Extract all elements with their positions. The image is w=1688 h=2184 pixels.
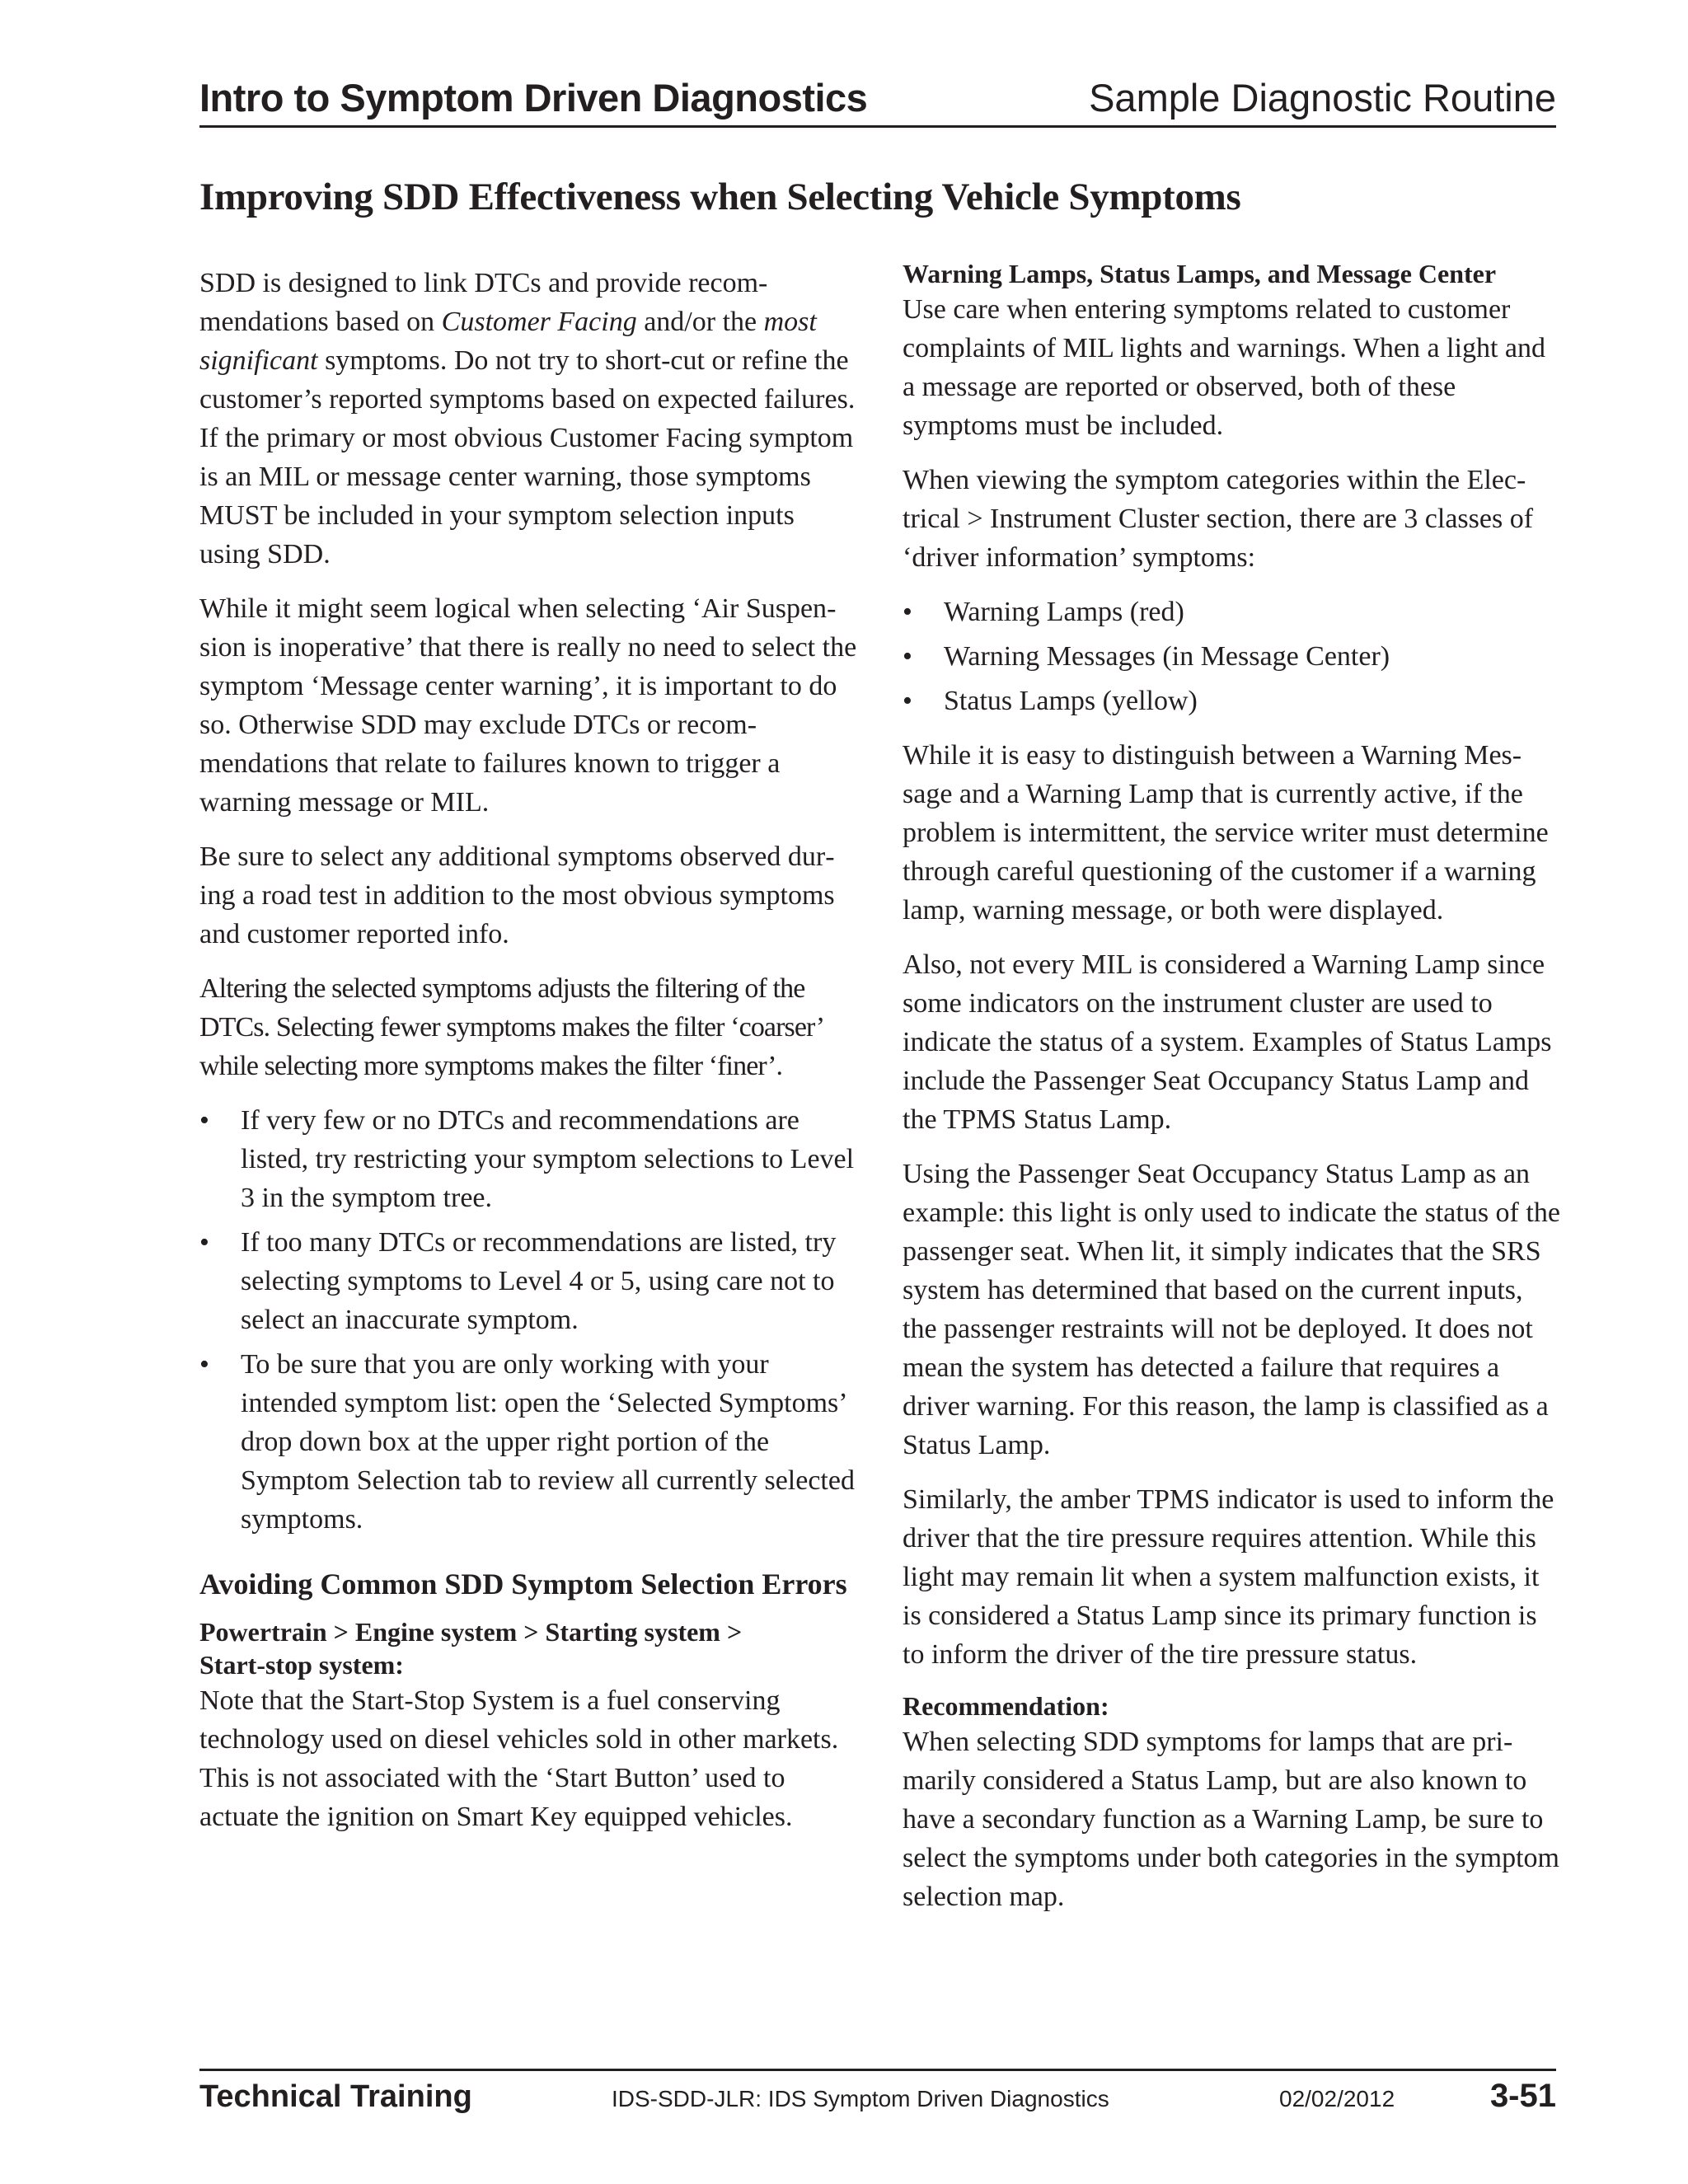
list-item: • If too many DTCs or recommendations are listed, try selecting symptoms to Level 4 or 5, using care not to select an inaccurate symptom. (199, 1223, 859, 1339)
right-paragraph-6: Similarly, the amber TPMS indicator is used to inform the driver that the tire pressure requires attention. While this light may remain lit when a system malfunction exists, it is considered a Status Lamp since its primary function is to inform the driver of the tire pressure status. (903, 1484, 1554, 1670)
list-item: • Warning Lamps (red) (903, 593, 1562, 631)
right-paragraph-7: When selecting SDD symptoms for lamps that are primarily considered a Status Lamp, but are also known to have a secondary function as a Warning Lamp, be sure to select the symptoms under both categories in the symptom selection map. (903, 1727, 1559, 1912)
bullet-icon: • (903, 686, 912, 716)
right-paragraph-4: Also, not every MIL is considered a Warning Lamp since some indicators on the instrument cluster are used to indicate the status of a system. Examples of Status Lamps include the Passenger Seat Occupancy Status Lamp and the TPMS Status Lamp. (903, 949, 1552, 1135)
page-number: 3-51 (1489, 2078, 1556, 2114)
header-section-title: Sample Diagnostic Routine (1089, 76, 1556, 120)
right-paragraph-1: Use care when entering symptoms related to customer complaints of MIL lights and warnings. When a light and a message are reported or observed, both of these symptoms must be included. (903, 294, 1545, 441)
lamps-heading: Warning Lamps, Status Lamps, and Message Center (903, 259, 1497, 288)
left-paragraph-1: SDD is designed to link DTCs and provide recommendations based on Customer Facing and/or the most significant symptoms. Do not try to short-cut or refine the customer’s reported symptoms based on expected failures. If the primary or most obvious Customer Facing symptom is an MIL or message center warning, those symptoms MUST be included in your symptom selection inputs using SDD. (199, 268, 856, 569)
left-paragraph-4: Altering the selected symptoms adjusts the filtering of the DTCs. Selecting fewer symptoms makes the filter ‘coarser’ while selecting more symptoms makes the filter ‘finer’. (199, 973, 823, 1081)
page-title: Improving SDD Effectiveness when Selecting Vehicle Symptoms (199, 176, 1241, 218)
bullet-icon: • (199, 1227, 209, 1258)
header-chapter-title: Intro to Symptom Driven Diagnostics (199, 76, 868, 120)
bullet-icon: • (903, 597, 912, 627)
emphasis-most-significant: most significant (199, 307, 817, 376)
right-paragraph-2: When viewing the symptom categories within the Electrical > Instrument Cluster section, there are 3 classes of ‘driver information’ symptoms: (903, 465, 1534, 573)
footer-date: 02/02/2012 (1279, 2086, 1395, 2111)
page-header (199, 73, 1556, 128)
bullet-icon: • (199, 1105, 209, 1136)
right-bullet-list (903, 593, 1562, 720)
list-item: • Status Lamps (yellow) (903, 682, 1562, 720)
bullet-icon: • (903, 641, 912, 672)
recommendation-heading: Recommendation: (903, 1691, 1109, 1721)
right-paragraph-5: Using the Passenger Seat Occupancy Status Lamp as an example: this light is only used to indicate the status of the passenger seat. When lit, it simply indicates that the SRS system has determined that based on the current inputs, the passenger restraints will not be deployed. It does not mean the system has detected a failure that requires a driver warning. For this reason, the lamp is classified as a Status Lamp. (903, 1159, 1560, 1460)
bullet-icon: • (199, 1349, 209, 1380)
list-item: • To be sure that you are only working with your intended symptom list: open the ‘Selected Symptoms’ drop down box at the upper right portion of the Symptom Selection tab to review all currently selected symptoms. (199, 1345, 859, 1539)
right-paragraph-3: While it is easy to distinguish between a Warning Message and a Warning Lamp that is currently active, if the problem is intermittent, the service writer must determine through careful questioning of the customer if a warning lamp, warning message, or both were displayed. (903, 740, 1549, 926)
footer-course: IDS-SDD-JLR: IDS Symptom Driven Diagnostics (612, 2086, 1109, 2111)
left-paragraph-3: Be sure to select any additional symptoms observed during a road test in addition to the most obvious symptoms and customer reported info. (199, 841, 835, 949)
left-paragraph-5: Note that the Start-Stop System is a fuel conserving technology used on diesel vehicles sold in other markets. This is not associated with the ‘Start Button’ used to actuate the ignition on Smart Key equipped vehicles. (199, 1685, 839, 1832)
list-item: • If very few or no DTCs and recommendations are listed, try restricting your symptom selections to Level 3 in the symptom tree. (199, 1101, 859, 1217)
list-item: • Warning Messages (in Message Center) (903, 637, 1562, 676)
emphasis-customer-facing: Customer Facing (441, 307, 637, 337)
right-column (903, 257, 1562, 1932)
left-bullet-list (199, 1101, 859, 1539)
page-footer (199, 2069, 1556, 2121)
section-heading-errors: Avoiding Common SDD Symptom Selection Errors (199, 1568, 847, 1601)
footer-label: Technical Training (199, 2079, 472, 2114)
left-paragraph-2: While it might seem logical when selecting ‘Air Suspension is inoperative’ that there is really no need to select the symptom ‘Message center warning’, it is important to do so. Otherwise SDD may exclude DTCs or recommendations that relate to failures known to trigger a warning message or MIL. (199, 593, 857, 818)
left-column (199, 264, 859, 1852)
start-stop-heading: Powertrain > Engine system > Starting system > Start-stop system: (199, 1617, 743, 1680)
